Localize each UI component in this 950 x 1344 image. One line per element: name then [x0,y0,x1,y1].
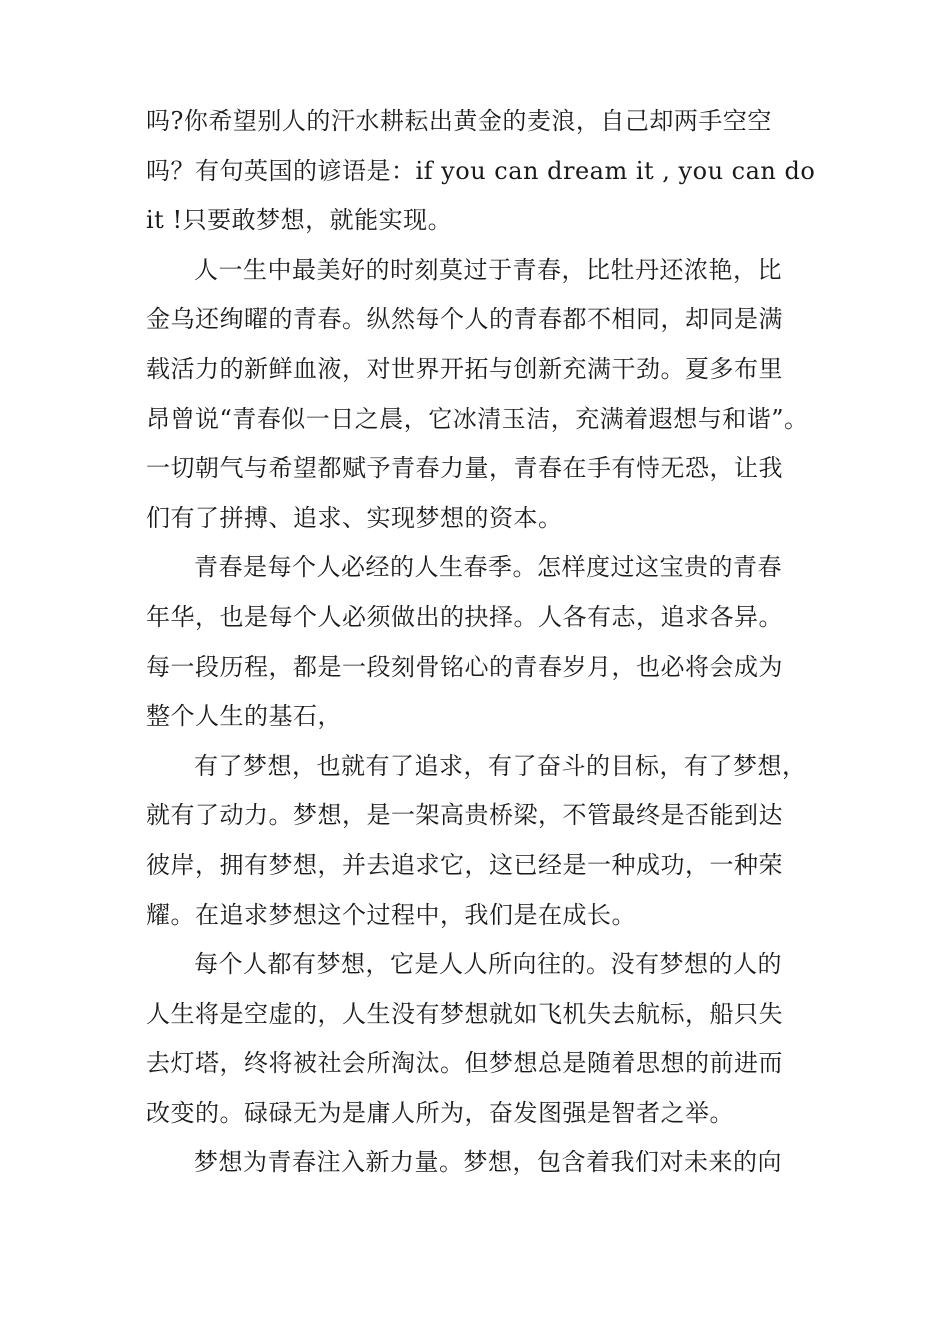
text-line: 整个人生的基石， [146,702,342,731]
paragraph [146,246,810,544]
text-line: 就有了动力。梦想，是一架高贵桥梁，不管最终是否能到达 [146,801,783,830]
text-line: 梦想为青春注入新力量。梦想，包含着我们对未来的向 [194,1148,782,1177]
text-line: 吗？有句英国的谚语是：if you can dream it , you can do [146,156,816,185]
text-line: 昂曾说“青春似一日之晨，它冰清玉洁，充满着遐想与和谐”。 [146,404,809,433]
text-line: 有了梦想，也就有了追求，有了奋斗的目标，有了梦想， [194,751,807,780]
text-line: 耀。在追求梦想这个过程中，我们是在成长。 [146,900,636,929]
text-line: 载活力的新鲜血液，对世界开拓与创新充满干劲。夏多布里 [146,354,783,383]
text-line: 去灯塔，终将被社会所淘汰。但梦想总是随着思想的前进而 [146,1049,783,1078]
paragraph [146,543,810,741]
text-line: 一切朝气与希望都赋予青春力量，青春在手有恃无恐，让我 [146,454,783,483]
text-line: it !只要敢梦想，就能实现。 [146,206,453,235]
text-line: 金乌还绚曜的青春。纵然每个人的青春都不相同，却同是满 [146,305,783,334]
text-line: 人生将是空虚的，人生没有梦想就如飞机失去航标，船只失 [146,999,783,1028]
text-line: 年华，也是每个人必须做出的抉择。人各有志，追求各异。 [146,602,783,631]
paragraph [146,1138,810,1188]
document-body [146,97,816,1188]
text-line: 青春是每个人必经的人生春季。怎样度过这宝贵的青春 [194,553,782,582]
paragraph [146,742,810,940]
text-line: 人一生中最美好的时刻莫过于青春，比牡丹还浓艳，比 [194,255,782,284]
paragraph [146,940,810,1138]
text-line: 彼岸，拥有梦想，并去追求它，这已经是一种成功，一种荣 [146,850,783,879]
text-line: 吗?你希望别人的汗水耕耘出黄金的麦浪，自己却两手空空 [146,107,772,135]
text-line: 改变的。碌碌无为是庸人所为，奋发图强是智者之举。 [146,1098,734,1127]
text-line: 每个人都有梦想，它是人人所向往的。没有梦想的人的 [194,950,782,979]
paragraph [146,97,816,246]
text-line: 每一段历程，都是一段刻骨铭心的青春岁月，也必将会成为 [146,652,783,681]
text-line: 们有了拼搏、追求、实现梦想的资本。 [146,503,563,532]
